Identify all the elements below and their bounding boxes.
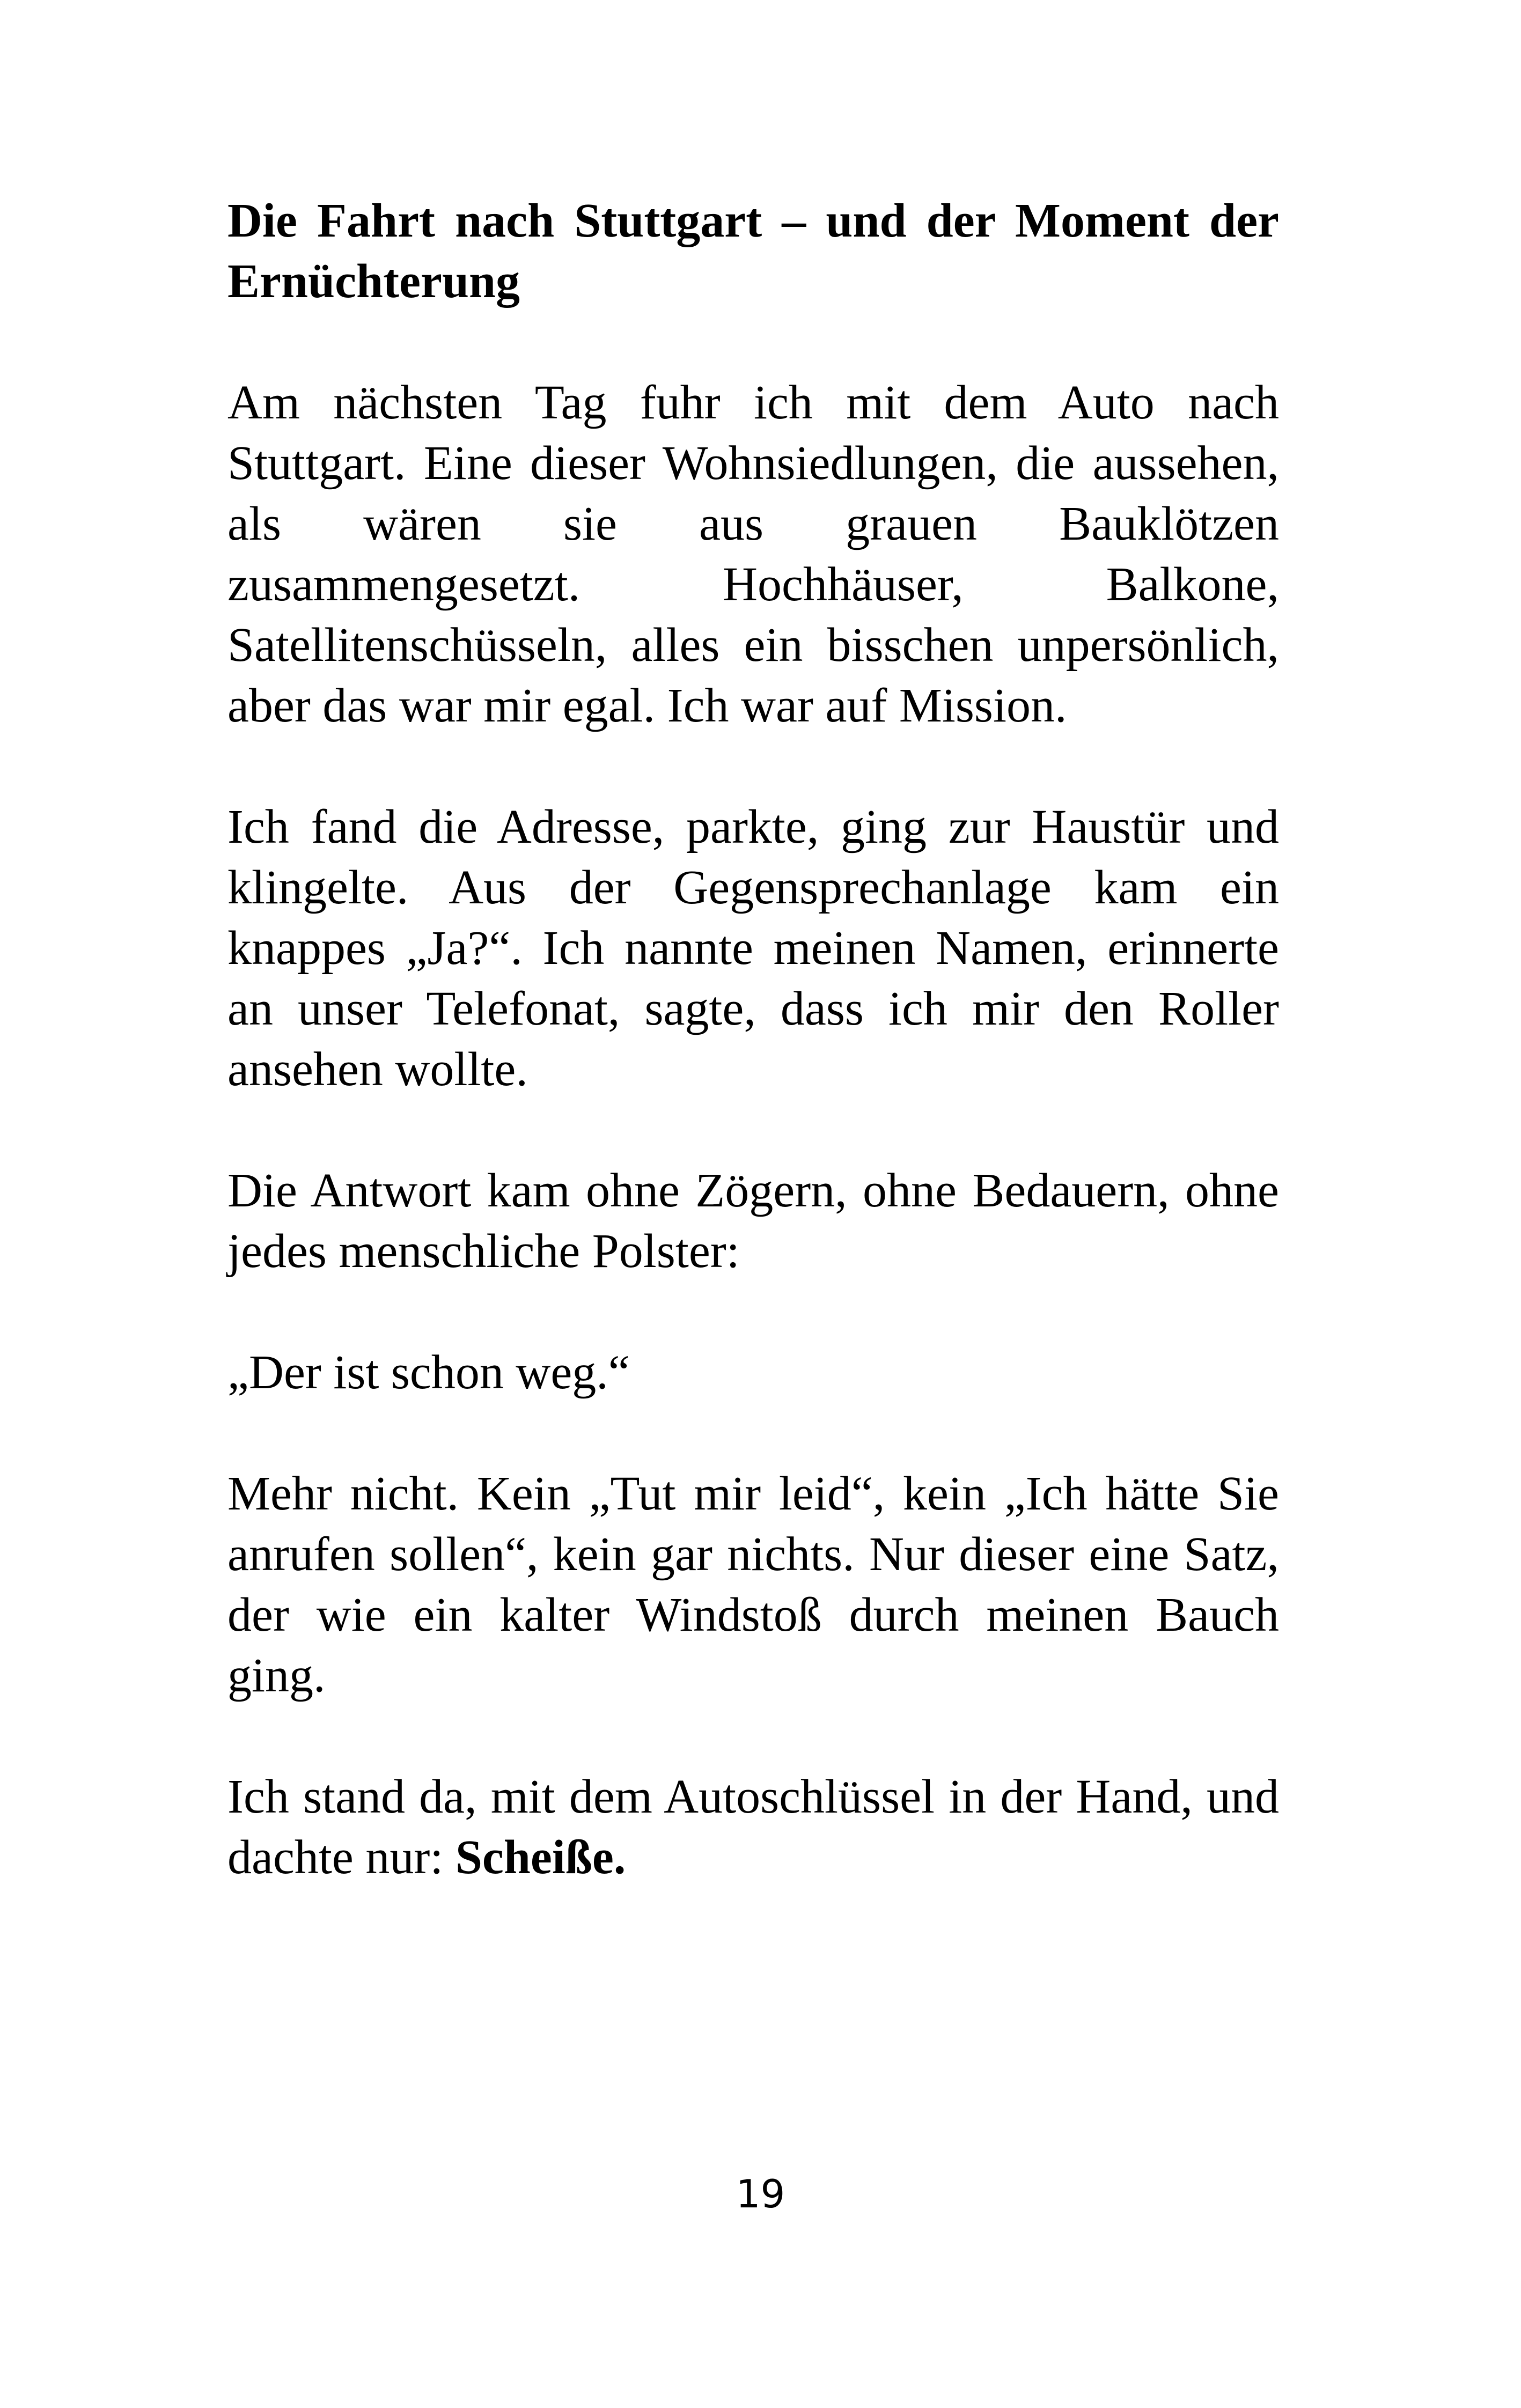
paragraph-closing	[227, 1766, 1279, 1888]
closing-bold-word: Scheiße.	[455, 1831, 626, 1884]
paragraph-answer-intro: Die Antwort kam ohne Zögern, ohne Bedauern, ohne jedes menschliche Polster:	[227, 1164, 1279, 1278]
chapter-heading: Die Fahrt nach Stuttgart – und der Moment der Ernüchterung	[227, 194, 1279, 308]
page-number: 19	[736, 2171, 785, 2216]
paragraph-doorbell: Ich fand die Adresse, parkte, ging zur Haustür und klingelte. Aus der Gegensprechanlage kam ein knappes „Ja?“. Ich nannte meinen Namen, erinnerte an unser Telefonat, sagte, dass ich mir den Roller ansehen wollte.	[227, 800, 1279, 1096]
paragraph-arrival: Am nächsten Tag fuhr ich mit dem Auto nach Stuttgart. Eine dieser Wohnsiedlungen, die aussehen, als wären sie aus grauen Bauklötzen zusammengesetzt. Hochhäuser, Balkone, Satellitenschüsseln, alles ein bisschen unpersönlich, aber das war mir egal. Ich war auf Mission.	[227, 376, 1279, 732]
paragraph-quote: „Der ist schon weg.“	[227, 1346, 630, 1399]
paragraph-reaction: Mehr nicht. Kein „Tut mir leid“, kein „Ich hätte Sie anrufen sollen“, kein gar nichts. Nur dieser eine Satz, der wie ein kalter Windstoß durch meinen Bauch ging.	[227, 1467, 1279, 1702]
text-column	[227, 190, 1279, 1888]
closing-text: Ich stand da, mit dem Autoschlüssel in der Hand, und dachte nur:	[227, 1770, 1279, 1884]
